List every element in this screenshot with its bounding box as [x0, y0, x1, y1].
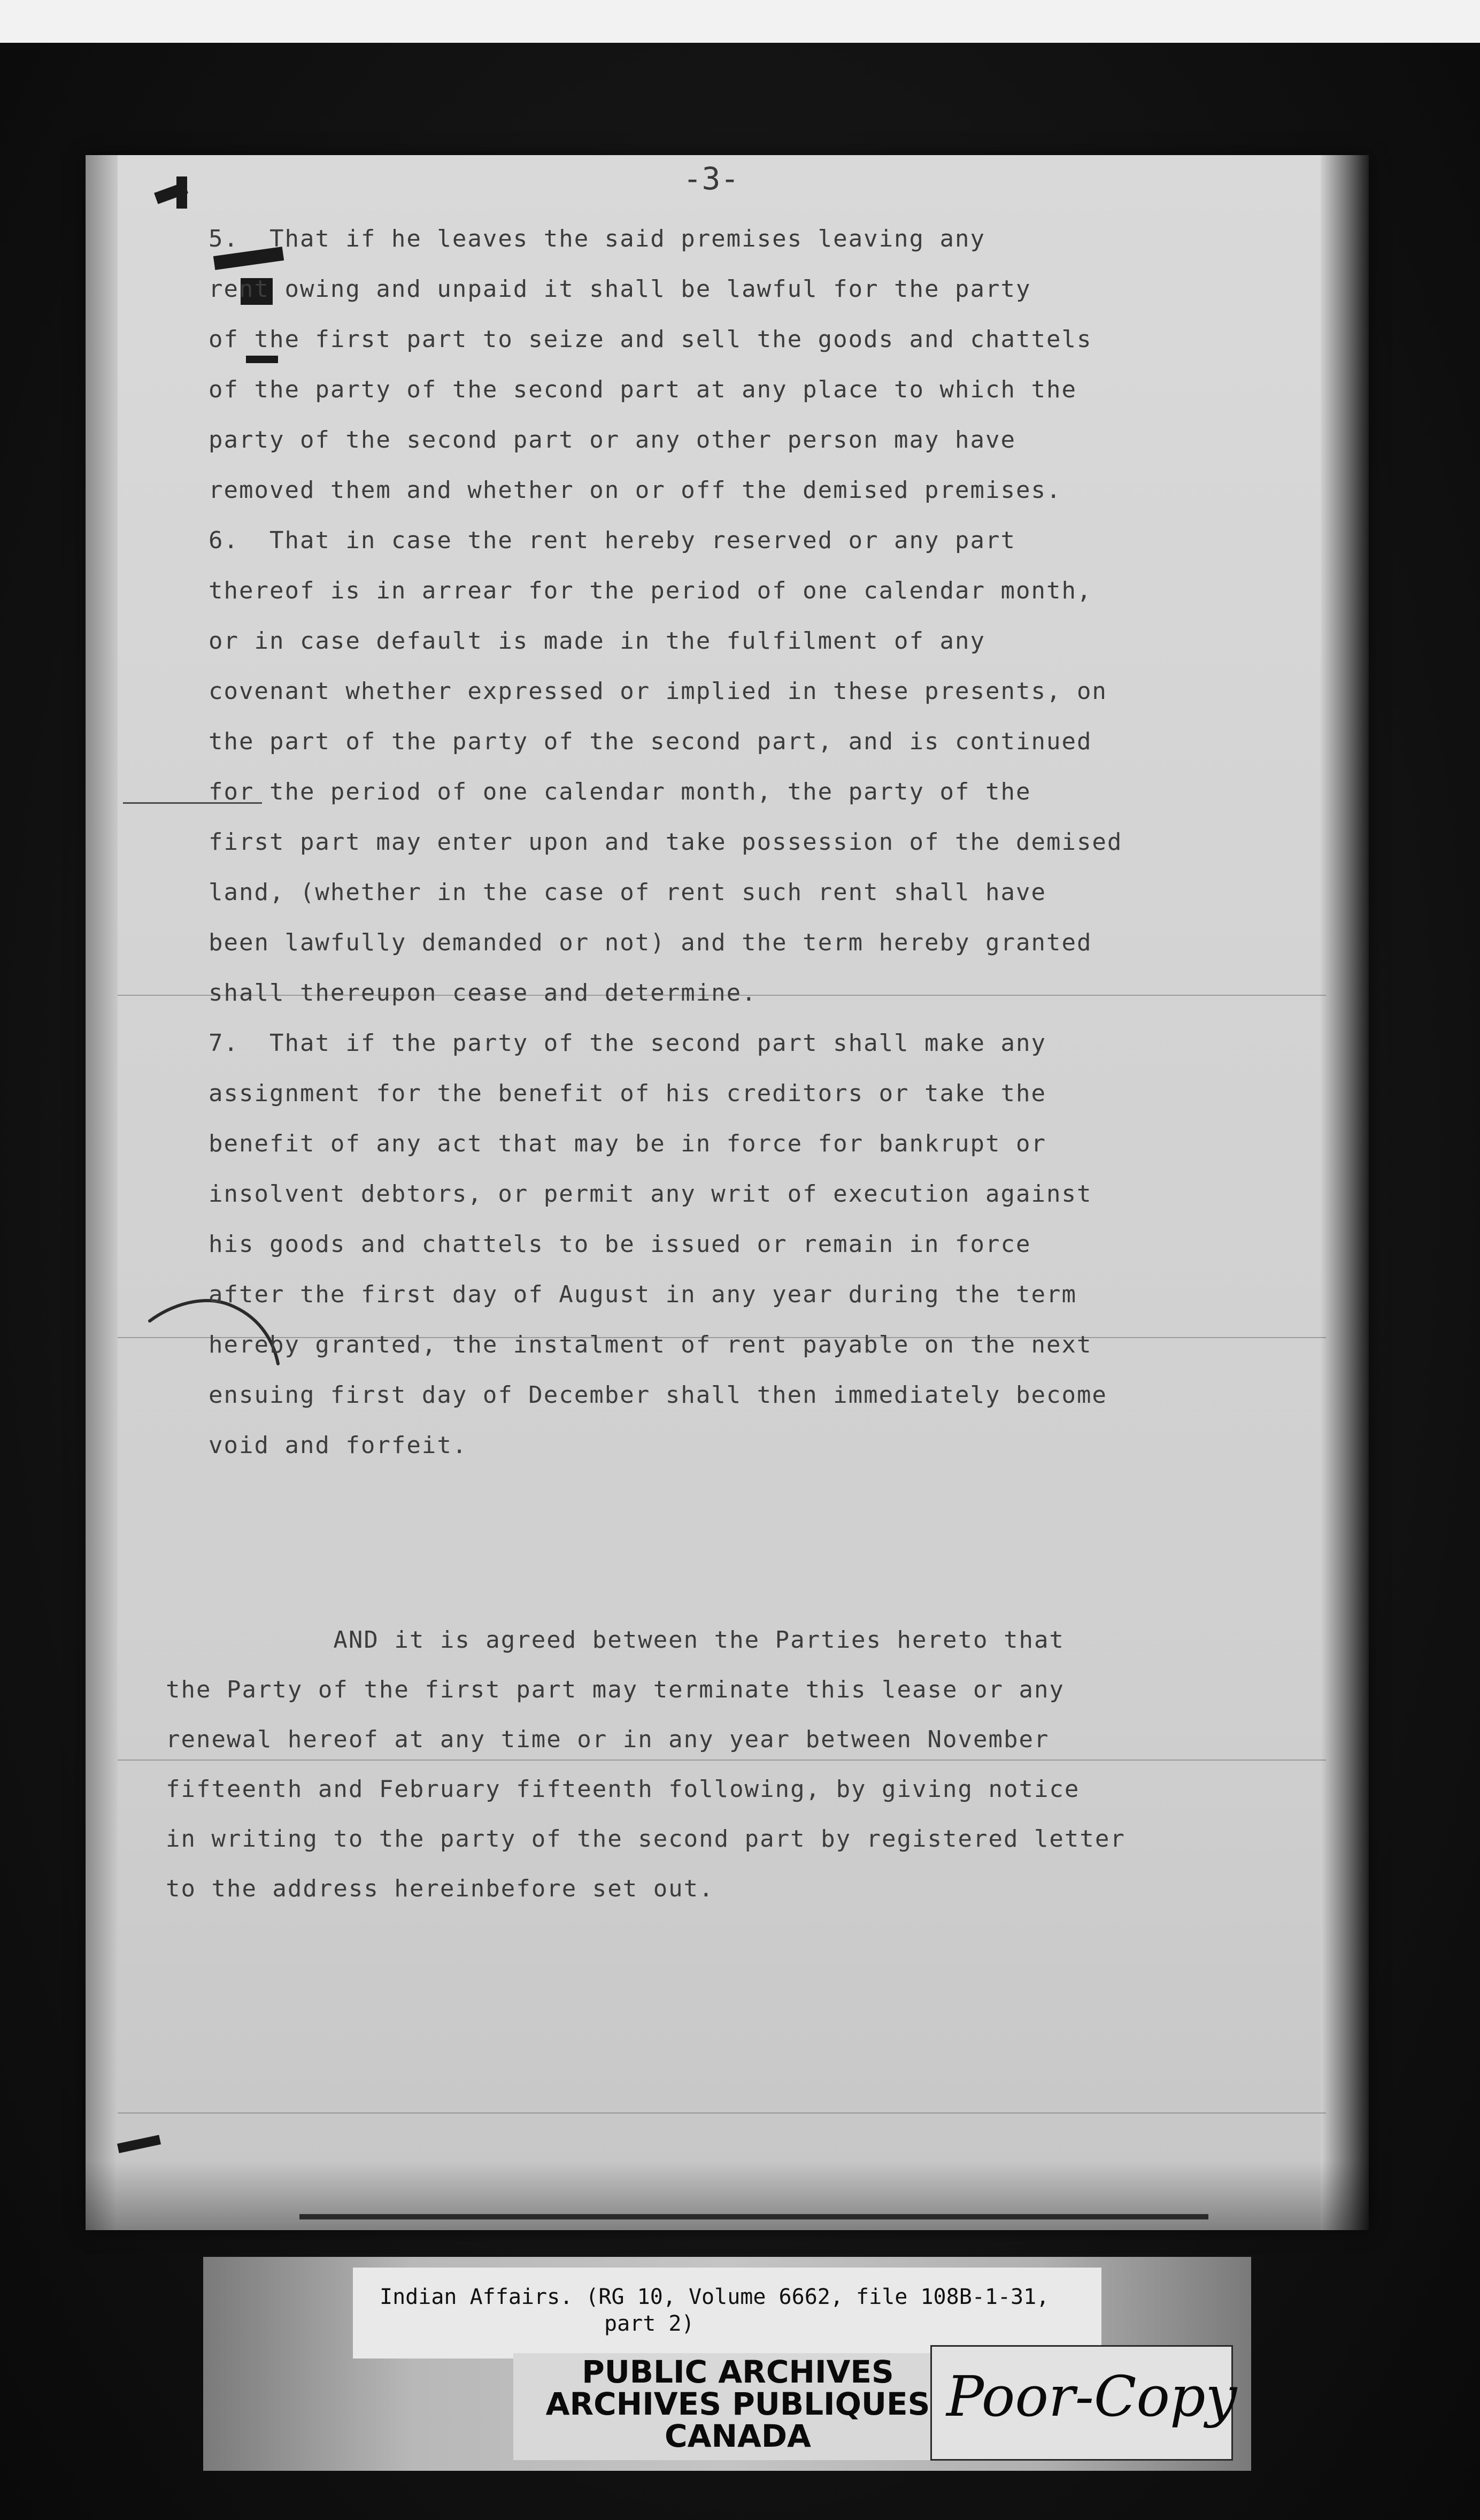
text-line: AND it is agreed between the Parties hereto that: [166, 1626, 1065, 1654]
archives-line-2: ARCHIVES PUBLIQUES: [545, 2386, 930, 2422]
text-line: after the first day of August in any year during the term: [209, 1281, 1077, 1308]
text-line: assignment for the benefit of his creditors or take the: [209, 1080, 1046, 1107]
film-border-top: [0, 0, 1480, 43]
reference-line-2: part 2): [604, 2311, 695, 2336]
text-line: 5. That if he leaves the said premises leaving any: [209, 225, 986, 252]
reference-line-1: Indian Affairs. (RG 10, Volume 6662, file 108B-1-31,: [380, 2285, 1050, 2309]
text-line: land, (whether in the case of rent such rent shall have: [209, 879, 1046, 906]
text-line: of the first part to seize and sell the goods and chattels: [209, 326, 1092, 353]
archives-stamp: [524, 2356, 952, 2452]
text-line: insolvent debtors, or permit any writ of execution against: [209, 1180, 1092, 1208]
page-number: -3-: [683, 160, 739, 197]
reference-text: [380, 2284, 1091, 2337]
ink-smudge: [176, 176, 187, 209]
termination-paragraph: [166, 1615, 1235, 1914]
text-line: party of the second part or any other person may have: [209, 426, 1016, 454]
text-line: void and forfeit.: [209, 1432, 468, 1459]
text-line: been lawfully demanded or not) and the term hereby granted: [209, 929, 1092, 956]
fold-line: [118, 2112, 1326, 2114]
text-line: fifteenth and February fifteenth following, by giving notice: [166, 1776, 1080, 1803]
text-line: the Party of the first part may terminate this lease or any: [166, 1676, 1065, 1703]
text-line: for the period of one calendar month, the party of the: [209, 778, 1031, 805]
text-line: 6. That in case the rent hereby reserved or any part: [209, 527, 1016, 554]
text-line: removed them and whether on or off the demised premises.: [209, 477, 1062, 504]
text-line: his goods and chattels to be issued or remain in force: [209, 1231, 1031, 1258]
page-edge-right: [1321, 155, 1369, 2230]
text-line: covenant whether expressed or implied in these presents, on: [209, 678, 1107, 705]
text-line: renewal hereof at any time or in any year between November: [166, 1726, 1050, 1753]
text-line: benefit of any act that may be in force for bankrupt or: [209, 1130, 1046, 1157]
text-line: thereof is in arrear for the period of one calendar month,: [209, 577, 1092, 604]
page-bottom-shadow: [86, 2161, 1369, 2230]
text-line: the part of the party of the second part, and is continued: [209, 728, 1092, 755]
text-line: of the party of the second part at any place to which the: [209, 376, 1077, 403]
text-line: to the address hereinbefore set out.: [166, 1875, 714, 1902]
lease-clauses: [209, 214, 1235, 1471]
text-line: shall thereupon cease and determine.: [209, 979, 757, 1007]
text-line: rent owing and unpaid it shall be lawful for the party: [209, 275, 1031, 303]
text-line: ensuing first day of December shall then immediately become: [209, 1381, 1107, 1409]
text-line: hereby granted, the instalment of rent payable on the next: [209, 1331, 1092, 1358]
text-line: or in case default is made in the fulfilment of any: [209, 627, 986, 655]
poor-copy-note: Poor-Copy: [946, 2364, 1237, 2429]
archives-line-1: PUBLIC ARCHIVES: [582, 2354, 894, 2390]
text-line: 7. That if the party of the second part shall make any: [209, 1029, 1046, 1057]
text-line: first part may enter upon and take possession of the demised: [209, 828, 1123, 856]
text-line: in writing to the party of the second part by registered letter: [166, 1825, 1126, 1853]
page-edge-left: [86, 155, 118, 2230]
page-bottom-edge-mark: [299, 2214, 1208, 2219]
archives-line-3: CANADA: [665, 2418, 811, 2454]
